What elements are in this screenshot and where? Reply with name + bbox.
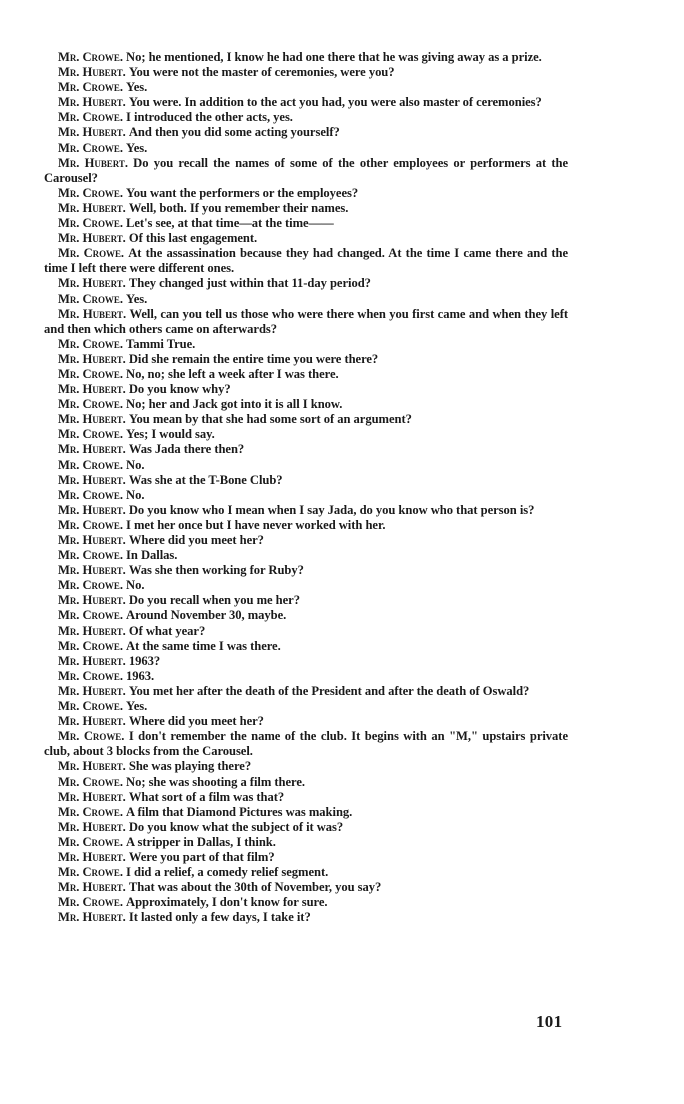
speech-text: Was she at the T-Bone Club? [128,472,283,487]
speech-text: Do you know why? [128,382,231,397]
speaker-label: Mr. Crowe. [58,895,123,910]
transcript-line [44,910,568,925]
transcript-line [44,397,568,412]
speaker-label: Mr. Hubert. [58,533,126,547]
speech-text: At the assassination because they had changed. At the time I came there and the time I left there were different ones. [44,246,568,276]
speaker-label: Mr. Crowe. [58,366,123,381]
speaker-label: Mr. Hubert. [58,910,126,925]
transcript-line [44,654,568,669]
speech-text: You met her after the death of the President and after the death of Oswald? [128,683,530,698]
speech-text: No. [126,578,145,593]
speech-text: You were not the master of ceremonies, were you? [128,65,395,80]
speaker-label: Mr. Hubert. [58,412,126,427]
transcript-line [44,125,568,140]
speech-text: Yes. [126,699,148,714]
transcript-line [44,412,568,427]
speech-text: Of what year? [128,623,206,638]
transcript-line [44,80,568,95]
speech-text: No. [126,487,145,502]
transcript-line [44,563,568,578]
speech-text: I don't remember the name of the club. It begins with an "M," upstairs private club, about 3 blocks from the Carousel. [44,729,568,759]
transcript-line [44,578,568,593]
speech-text: Tammi True. [126,336,196,351]
speaker-label: Mr. Crowe. [58,487,123,502]
speech-text: Did she remain the entire time you were there? [128,351,379,366]
transcript-line [44,533,568,548]
speaker-label: Mr. Crowe. [58,668,123,683]
speaker-label: Mr. Crowe. [58,834,123,849]
speaker-label: Mr. Hubert. [58,155,128,170]
speech-text: Yes. [126,80,148,95]
speech-text: 1963. [126,668,155,683]
speaker-label: Mr. Hubert. [58,125,126,140]
speaker-label: Mr. Crowe. [58,865,123,880]
transcript-line [44,548,568,563]
transcript-line [44,473,568,488]
speaker-label: Mr. Crowe. [58,246,125,261]
transcript-line [44,593,568,608]
transcript-line [44,865,568,880]
speech-text: I did a relief, a comedy relief segment. [126,865,329,880]
transcript-line [44,820,568,835]
speech-text: Yes. [126,140,148,155]
speech-text: Well, can you tell us those who were there when you first came and when they left and then which others came on afterwards? [44,306,568,336]
speaker-label: Mr. Hubert. [58,382,126,397]
speaker-label: Mr. Hubert. [58,789,126,804]
speaker-label: Mr. Hubert. [58,65,126,80]
transcript-line [44,895,568,910]
speaker-label: Mr. Crowe. [58,699,123,714]
speaker-label: Mr. Crowe. [58,774,123,789]
transcript-line [44,503,568,518]
transcript-line [44,352,568,367]
transcript-line [44,216,568,231]
transcript-line [44,442,568,457]
speaker-label: Mr. Hubert. [58,759,126,774]
speech-text: Well, both. If you remember their names. [128,200,349,215]
speech-text: Where did you meet her? [128,714,264,729]
speaker-label: Mr. Hubert. [58,472,126,487]
speaker-label: Mr. Hubert. [58,351,126,366]
transcript-line [44,714,568,729]
transcript-line [44,246,568,276]
speech-text: You want the performers or the employees? [126,185,359,200]
speech-text: 1963? [128,653,161,668]
speaker-label: Mr. Hubert. [58,442,126,457]
transcript-line [44,231,568,246]
transcript-body [44,50,568,925]
transcript-line [44,307,568,337]
speech-text: Do you know who I mean when I say Jada, do you know who that person is? [128,502,535,517]
speech-text: Do you recall when you me her? [128,593,300,608]
speaker-label: Mr. Crowe. [58,804,123,819]
page-number: 101 [536,1012,563,1031]
transcript-line [44,684,568,699]
speaker-label: Mr. Crowe. [58,729,125,744]
speech-text: And then you did some acting yourself? [128,125,340,140]
speech-text: Were you part of that film? [128,849,275,864]
speaker-label: Mr. Hubert. [58,593,126,608]
transcript-line [44,427,568,442]
speaker-label: Mr. Hubert. [58,276,126,291]
speaker-label: Mr. Crowe. [58,517,123,532]
speaker-label: Mr. Hubert. [58,880,126,895]
speaker-label: Mr. Crowe. [58,427,123,442]
transcript-line [44,790,568,805]
transcript-line [44,699,568,714]
speech-text: I introduced the other acts, yes. [126,110,293,125]
speaker-label: Mr. Crowe. [58,608,123,623]
transcript-line [44,367,568,382]
speech-text: Approximately, I don't know for sure. [126,895,328,910]
speech-text: She was playing there? [128,759,252,774]
transcript-line [44,608,568,623]
speaker-label: Mr. Crowe. [58,578,123,593]
speech-text: No; her and Jack got into it is all I know. [126,397,343,412]
speaker-label: Mr. Hubert. [58,623,126,638]
speech-text: Do you know what the subject of it was? [128,819,344,834]
transcript-line [44,759,568,774]
speech-text: Was she then working for Ruby? [128,563,304,578]
transcript-line [44,95,568,110]
speaker-label: Mr. Hubert. [58,849,126,864]
speech-text: Let's see, at that time—at the time—— [126,216,334,231]
speaker-label: Mr. Hubert. [58,231,126,246]
transcript-line [44,805,568,820]
transcript-line [44,880,568,895]
speaker-label: Mr. Crowe. [58,140,123,155]
speaker-label: Mr. Crowe. [58,50,123,64]
speech-text: No. [126,457,145,472]
transcript-line [44,639,568,654]
transcript-line [44,835,568,850]
transcript-line [44,337,568,352]
speech-text: You were. In addition to the act you had, you were also master of ceremonies? [128,95,542,110]
speech-text: No; she was shooting a film there. [126,774,305,789]
speech-text: A film that Diamond Pictures was making. [126,804,353,819]
speech-text: Yes. [126,291,148,306]
speaker-label: Mr. Hubert. [58,563,126,578]
speaker-label: Mr. Crowe. [58,638,123,653]
speaker-label: Mr. Crowe. [58,110,123,125]
speaker-label: Mr. Crowe. [58,457,123,472]
speaker-label: Mr. Crowe. [58,397,123,412]
speaker-label: Mr. Hubert. [58,200,126,215]
speech-text: Of this last engagement. [128,231,258,246]
speaker-label: Mr. Hubert. [58,714,126,729]
speech-text: I met her once but I have never worked with her. [126,517,386,532]
speech-text: It lasted only a few days, I take it? [128,910,311,925]
speaker-label: Mr. Hubert. [58,683,126,698]
speaker-label: Mr. Crowe. [58,336,123,351]
speech-text: Was Jada there then? [128,442,245,457]
speaker-label: Mr. Hubert. [58,95,126,110]
speech-text: That was about the 30th of November, you say? [128,880,382,895]
speech-text: At the same time I was there. [126,638,281,653]
speech-text: What sort of a film was that? [128,789,285,804]
transcript-line [44,624,568,639]
speech-text: You mean by that she had some sort of an argument? [128,412,412,427]
transcript-line [44,729,568,759]
transcript-line [44,669,568,684]
transcript-line [44,850,568,865]
speech-text: They changed just within that 11-day period? [128,276,371,291]
speech-text: Do you recall the names of some of the other employees or performers at the Carousel? [44,155,568,185]
speaker-label: Mr. Hubert. [58,819,126,834]
speech-text: Around November 30, maybe. [126,608,287,623]
transcript-line [44,458,568,473]
transcript-line [44,156,568,186]
speaker-label: Mr. Crowe. [58,548,123,563]
transcript-line [44,201,568,216]
speaker-label: Mr. Hubert. [58,502,126,517]
transcript-line [44,50,568,65]
speaker-label: Mr. Crowe. [58,185,123,200]
speaker-label: Mr. Crowe. [58,291,123,306]
transcript-line [44,518,568,533]
speech-text: In Dallas. [126,548,178,563]
speech-text: Where did you meet her? [128,533,264,547]
transcript-line [44,382,568,397]
transcript-line [44,775,568,790]
speech-text: No, no; she left a week after I was there. [126,366,339,381]
speech-text: A stripper in Dallas, I think. [126,834,276,849]
transcript-line [44,110,568,125]
speech-text: No; he mentioned, I know he had one there that he was giving away as a prize. [126,50,542,64]
transcript-line [44,488,568,503]
transcript-line [44,186,568,201]
transcript-line [44,276,568,291]
speaker-label: Mr. Hubert. [58,306,127,321]
transcript-line [44,292,568,307]
speaker-label: Mr. Hubert. [58,653,126,668]
speaker-label: Mr. Crowe. [58,80,123,95]
transcript-line [44,65,568,80]
speech-text: Yes; I would say. [126,427,215,442]
transcript-line [44,141,568,156]
speaker-label: Mr. Crowe. [58,216,123,231]
